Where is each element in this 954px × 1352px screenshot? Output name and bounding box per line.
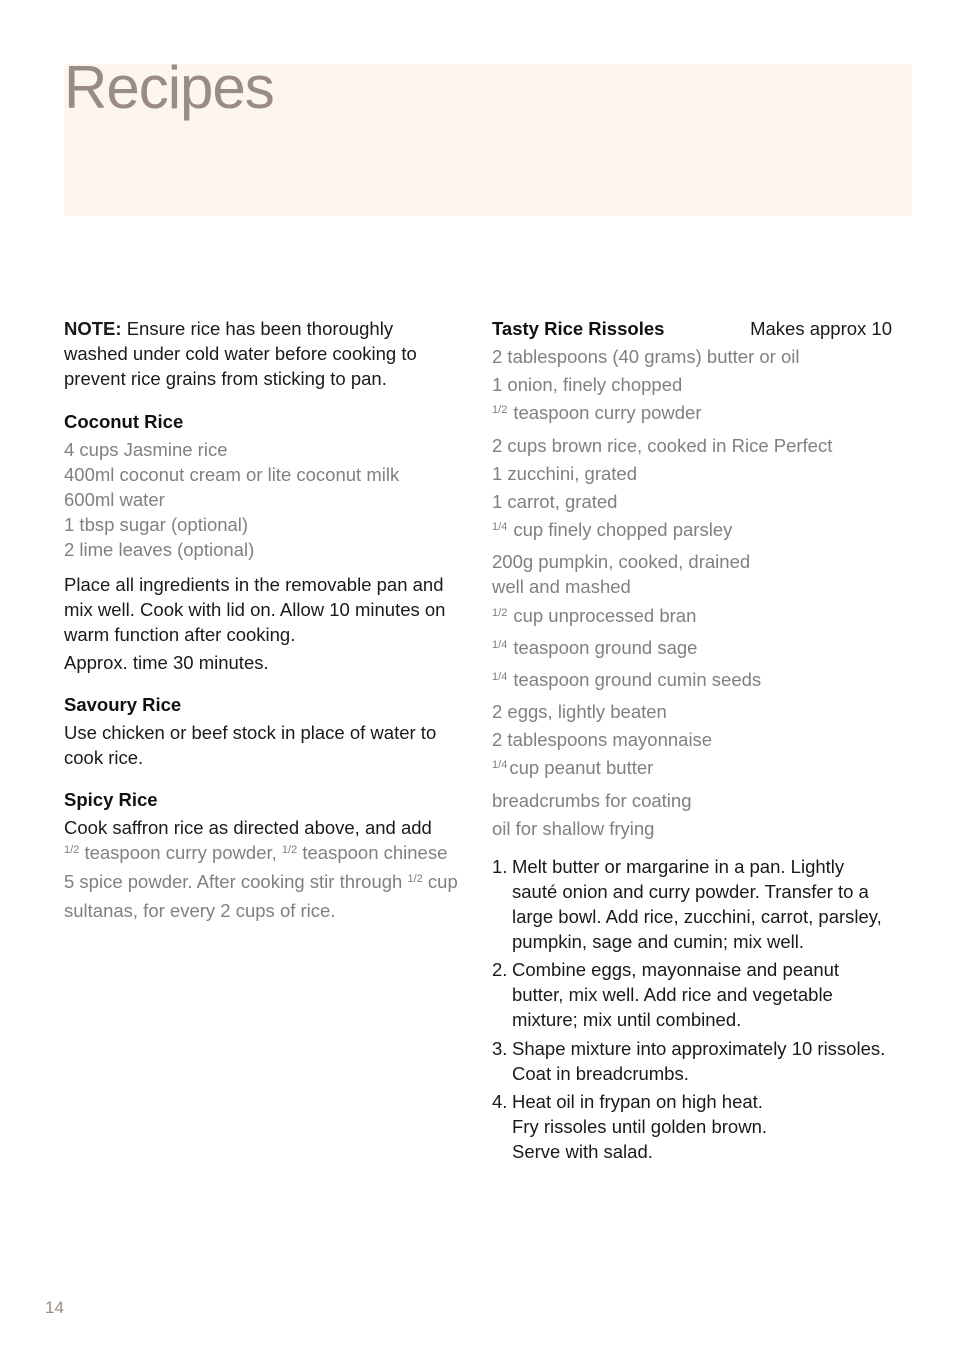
ingredient: 2 eggs, lightly beaten — [492, 701, 667, 723]
ingredient: 200g pumpkin, cooked, drained — [492, 551, 751, 573]
method-step: 3. Shape mixture into approximately 10 rissoles. Coat in breadcrumbs. — [492, 1037, 886, 1084]
note-paragraph — [64, 316, 459, 391]
fraction-half: 1/2 — [64, 844, 80, 856]
spicy-rice-heading: Spicy Rice — [64, 789, 158, 810]
fraction-quarter: 1/4 — [492, 638, 508, 651]
savoury-rice-heading: Savoury Rice — [64, 694, 182, 715]
coconut-time: Approx. time 30 minutes. — [64, 652, 269, 673]
rissoles-yield: Makes approx 10 — [750, 318, 892, 339]
note-text: Ensure rice has been thoroughly washed under cold water before cooking to prevent rice grains from sticking to pan. — [64, 318, 417, 389]
fraction-half: 1/2 — [407, 873, 423, 885]
savoury-text: Use chicken or beef stock in place of water to cook rice. — [64, 722, 437, 768]
ingredient: $^{1/4}$ teaspoon ground sage — [492, 636, 698, 658]
method-steps — [492, 854, 892, 1165]
ingredient: 2 cups brown rice, cooked in Rice Perfect — [492, 434, 833, 456]
rissoles-header — [492, 316, 892, 341]
ingredient: $^{1/4}$ teaspoon ground cumin seeds — [492, 668, 762, 690]
spicy-text: $^{1/2}$ teaspoon curry powder, $^{1/2}$ teaspoon chinese 5 spice powder. After cooking stir through $^{1/2}$ cup sultanas, for every 2 cups of rice. — [64, 842, 458, 921]
ingredient: $^{1/4}$ cup peanut butter — [492, 757, 654, 779]
method-step: 4. Heat oil in frypan on high heat. Fry rissoles until golden brown. Serve with salad. — [492, 1091, 767, 1163]
fraction-half: 1/2 — [492, 404, 508, 417]
ingredient: 1 onion, finely chopped — [492, 374, 683, 396]
ingredient: $^{1/4}$ cup finely chopped parsley — [492, 519, 733, 541]
spicy-line1: Cook saffron rice as directed above, and add — [64, 817, 432, 838]
method-step: 1. Melt butter or margarine in a pan. Lightly sauté onion and curry powder. Transfer to a large bowl. Add rice, zucchini, carrot, parsley, pumpkin, sage and cumin; mix well. — [492, 855, 882, 952]
ingredient: 2 tablespoons mayonnaise — [492, 729, 713, 751]
fraction-half: 1/2 — [492, 606, 508, 619]
rissoles-ingredients — [492, 344, 892, 841]
fraction-quarter: 1/4 — [492, 670, 508, 683]
ingredient: 600ml water — [64, 489, 165, 510]
ingredient: oil for shallow frying — [492, 817, 655, 839]
fraction-half: 1/2 — [281, 844, 298, 856]
coconut-ingredients — [64, 437, 459, 562]
left-column — [64, 316, 459, 923]
ingredient: $^{1/2}$ teaspoon curry powder — [492, 402, 702, 424]
note-label: NOTE: — [64, 318, 122, 339]
ingredient: 1 carrot, grated — [492, 490, 618, 512]
right-column — [492, 316, 892, 1180]
page-title: Recipes — [64, 54, 274, 121]
coconut-rice-heading: Coconut Rice — [64, 411, 184, 432]
coconut-method: Place all ingredients in the removable pan and mix well. Cook with lid on. Allow 10 minutes on warm function after cooking. — [64, 574, 446, 645]
ingredient: breadcrumbs for coating — [492, 789, 692, 811]
fraction-quarter: 1/4 — [492, 521, 508, 534]
ingredient: 1 tbsp sugar (optional) — [64, 514, 249, 535]
ingredient: $^{1/2}$ cup unprocessed bran — [492, 604, 697, 626]
ingredient-cont: well and mashed — [492, 576, 631, 598]
page-number: 14 — [45, 1298, 64, 1317]
method-step: 2. Combine eggs, mayonnaise and peanut butter, mix well. Add rice and vegetable mixture; mix until combined. — [492, 959, 840, 1031]
fraction-quarter: 1/4 — [492, 759, 508, 772]
ingredient: 400ml coconut cream or lite coconut milk — [64, 464, 400, 485]
ingredient: 2 lime leaves (optional) — [64, 539, 255, 560]
ingredient: 2 tablespoons (40 grams) butter or oil — [492, 346, 800, 367]
ingredient: 1 zucchini, grated — [492, 462, 638, 484]
ingredient: 4 cups Jasmine rice — [64, 439, 228, 460]
rissoles-heading: Tasty Rice Rissoles — [492, 318, 665, 339]
